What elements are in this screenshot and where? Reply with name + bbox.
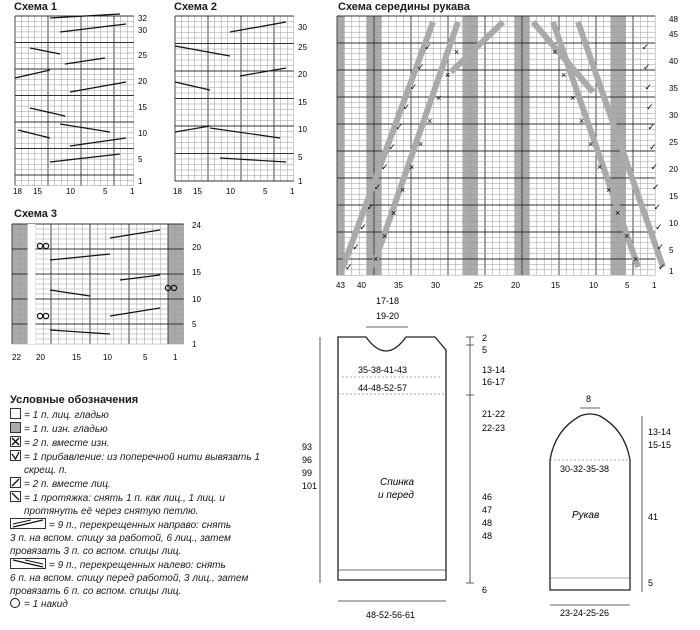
stitch-mark [50, 290, 90, 296]
legend-item-cont: провязать 3 п. со вспом. спицы лиц. [10, 546, 182, 557]
s1-row-label: 5 [138, 155, 143, 164]
height-3: 99 [302, 468, 313, 478]
stitch-mark: ✓ [647, 122, 656, 132]
stitch-mark: × [445, 70, 451, 80]
stitch-mark: ✓ [656, 242, 665, 252]
chest: 44-48-52-57 [358, 383, 408, 393]
stitch-mark [60, 24, 126, 32]
s2-row-label: 30 [298, 23, 307, 32]
stitch-mark: ✓ [352, 242, 360, 252]
lower-1: 46 [482, 492, 493, 502]
side-2: 22-23 [482, 423, 506, 433]
cable-right-icon [10, 518, 46, 529]
stitch-mark: ✓ [644, 82, 653, 92]
purl-stitch-icon [10, 422, 21, 433]
height-4: 101 [302, 481, 318, 491]
yarn-over-icon [10, 598, 20, 608]
legend-item: = 9 п., перекрещенных направо: снять [10, 518, 310, 532]
stitch-mark [70, 138, 126, 146]
sleeve-upper: 30-32-35-38 [560, 464, 610, 474]
increase-icon [10, 450, 21, 461]
stitch-mark: × [588, 139, 594, 149]
stitch-mark: ✓ [359, 222, 367, 232]
height-1: 93 [302, 442, 313, 452]
sl-row-label: 40 [669, 57, 678, 66]
stitch-mark: ✓ [388, 142, 396, 152]
s1-row-label: 20 [138, 77, 147, 86]
sleeve-bottom: 23-24-25-26 [560, 608, 610, 618]
stitch-mark: × [633, 254, 639, 264]
sl-row-label: 45 [669, 30, 678, 39]
stitch-mark: ✓ [381, 162, 389, 172]
stitch-mark: × [382, 231, 388, 241]
scheme-1-chart [10, 12, 160, 197]
sl-col-label: 1 [652, 281, 657, 290]
s1-col-label: 5 [103, 187, 108, 196]
legend-item: = 2 п. вместе изн. [10, 436, 310, 450]
stitch-mark: ✓ [424, 42, 432, 52]
bottom-width: 48-52-56-61 [366, 610, 416, 620]
stitch-mark: ✓ [395, 122, 403, 132]
scheme-3-chart [10, 220, 210, 365]
white-column [28, 224, 36, 344]
stitch-mark: ✓ [653, 202, 662, 212]
s3-col-label: 10 [103, 353, 112, 362]
sl-row-label: 20 [669, 165, 678, 174]
stitch-mark [18, 130, 50, 138]
knit-stitch-icon [10, 408, 21, 419]
purl-two-together-icon [10, 436, 21, 447]
stitch-mark: ✓ [417, 62, 425, 72]
sl-col-label: 30 [431, 281, 440, 290]
s3-row-label: 20 [192, 243, 201, 252]
legend-item-cont: протянуть её через снятую петлю. [24, 506, 199, 517]
sl-row-label: 30 [669, 111, 678, 120]
lower-4: 48 [482, 531, 493, 541]
s2-col-label: 10 [226, 187, 235, 196]
stitch-mark: × [454, 47, 460, 57]
stitch-mark: × [400, 185, 406, 195]
body-pattern [300, 295, 520, 630]
legend-item-cont: провязать 6 п. со вспом. спицы лиц. [10, 586, 182, 597]
sleeve-top: 8 [586, 394, 592, 404]
stitch-mark [175, 82, 210, 90]
stitch-mark: × [373, 254, 379, 264]
stitch-mark: ✓ [652, 182, 660, 192]
legend-item: = 1 накид [10, 598, 310, 611]
sl-row-label: 48 [669, 15, 678, 24]
stitch-mark [60, 124, 110, 132]
s3-col-label: 22 [12, 353, 21, 362]
legend-item: = 1 п. лиц. гладью [10, 408, 310, 422]
s2-row-label: 20 [298, 70, 307, 79]
stitch-mark [210, 128, 280, 138]
stitch-mark: ✓ [649, 142, 657, 152]
s1-col-label: 18 [13, 187, 22, 196]
stitch-mark: × [579, 116, 585, 126]
slip-stitch-icon [10, 491, 21, 502]
stitch-mark [175, 126, 210, 132]
sleeve-length: 41 [648, 512, 659, 522]
shoulder-1: 2 [482, 333, 488, 343]
sl-col-label: 10 [589, 281, 598, 290]
s2-row-label: 5 [298, 153, 303, 162]
scheme-3-title: Схема 3 [14, 208, 58, 220]
stitch-mark: × [427, 116, 433, 126]
sl-col-label: 43 [336, 281, 345, 290]
sleeve-scheme-chart [333, 12, 693, 292]
legend-item: = 2 п. вместе лиц. [10, 477, 310, 491]
s3-row-label: 10 [192, 295, 201, 304]
sl-row-label: 10 [669, 219, 678, 228]
sl-row-label: 15 [669, 192, 678, 201]
stitch-mark: ✓ [373, 182, 382, 192]
neck-top-2: 19-20 [376, 311, 400, 321]
stitch-mark: × [597, 162, 603, 172]
cable-left-icon [10, 558, 46, 569]
scheme-2-title: Схема 2 [174, 1, 218, 13]
stitch-mark: × [552, 47, 558, 57]
legend-title: Условные обозначения [10, 394, 139, 406]
side-1: 21-22 [482, 409, 506, 419]
s3-row-label: 24 [192, 221, 201, 230]
sleeve-label: Рукав [572, 510, 600, 521]
stitch-mark: ✓ [655, 222, 663, 232]
s3-row-label: 5 [192, 320, 197, 329]
body-label-1: Спинка [380, 477, 415, 488]
s2-row-label: 10 [298, 125, 307, 134]
chest-top: 35-38-41-43 [358, 365, 408, 375]
armhole-1: 13-14 [482, 365, 506, 375]
s2-col-label: 5 [263, 187, 268, 196]
scheme-1-title: Схема 1 [14, 1, 58, 13]
stitch-mark [240, 68, 286, 76]
s1-col-label: 15 [33, 187, 42, 196]
sl-col-label: 15 [551, 281, 560, 290]
stitch-mark: ✓ [366, 202, 375, 212]
s3-col-label: 15 [72, 353, 81, 362]
s2-col-label: 15 [193, 187, 202, 196]
stitch-mark: × [436, 93, 442, 103]
sl-row-label: 35 [669, 84, 678, 93]
s1-row-label: 25 [138, 51, 147, 60]
legend [10, 408, 313, 611]
lower-3: 48 [482, 518, 493, 528]
stitch-mark: × [561, 70, 567, 80]
s3-col-label: 20 [36, 353, 45, 362]
s3-row-label: 15 [192, 268, 201, 277]
legend-item-cont: 3 п. на вспом. спицу за работой, 6 лиц., затем [10, 533, 231, 544]
stitch-mark: × [606, 185, 612, 195]
lower-2: 47 [482, 505, 493, 515]
legend-item-cont: 6 п. на вспом. спицу перед работой, 3 лиц., затем [10, 573, 249, 584]
s1-col-label: 10 [66, 187, 75, 196]
legend-item: = 1 протяжка: снять 1 п. как лиц., 1 лиц. и [10, 491, 310, 505]
body-label-2: и перед [378, 490, 414, 501]
s3-col-label: 1 [173, 353, 178, 362]
stitch-mark [65, 58, 105, 64]
s2-row-label: 25 [298, 43, 307, 52]
s3-col-label: 5 [143, 353, 148, 362]
stitch-mark: ✓ [658, 262, 666, 272]
sl-row-label: 25 [669, 138, 678, 147]
s1-row-label: 32 [138, 14, 147, 23]
sleeve-scheme-title: Схема середины рукава [338, 1, 470, 13]
stitch-mark: ✓ [402, 102, 411, 112]
armhole-2: 16-17 [482, 377, 506, 387]
stitch-mark: × [418, 139, 424, 149]
stitch-mark: × [615, 208, 621, 218]
stitch-mark: × [409, 162, 415, 172]
scheme-2-chart [170, 12, 320, 197]
stitch-mark [15, 70, 50, 78]
sl-col-label: 20 [511, 281, 520, 290]
stitch-mark [50, 154, 120, 162]
s1-row-label: 1 [138, 177, 143, 186]
s2-col-label: 1 [290, 187, 295, 196]
knit-two-together-icon [10, 477, 21, 488]
s1-row-label: 30 [138, 26, 147, 35]
legend-item-cont: скрещ. п. [24, 465, 68, 476]
s2-row-label: 15 [298, 98, 307, 107]
stitch-mark: ✓ [643, 62, 651, 72]
height-2: 96 [302, 455, 313, 465]
stitch-mark [30, 108, 65, 116]
s2-col-label: 18 [173, 187, 182, 196]
sleeve-cuff: 5 [648, 578, 654, 588]
sl-col-label: 40 [357, 281, 366, 290]
sl-row-label: 5 [669, 246, 674, 255]
s3-row-label: 1 [192, 340, 197, 349]
stitch-mark: ✓ [646, 102, 654, 112]
sl-col-label: 25 [474, 281, 483, 290]
legend-item: = 9 п., перекрещенных налево: снять [10, 558, 310, 572]
stitch-mark: × [624, 231, 630, 241]
sl-col-label: 35 [394, 281, 403, 290]
shoulder-2: 5 [482, 345, 488, 355]
sleeve-cap-1: 13-14 [648, 427, 672, 437]
s2-row-label: 1 [298, 177, 303, 186]
stitch-mark: ✓ [641, 42, 650, 52]
stitch-mark: ✓ [345, 262, 353, 272]
legend-item: = 1 прибавление: из поперечной нити вывязать 1 [10, 450, 310, 464]
stitch-mark: × [570, 93, 576, 103]
neck-top-1: 17-18 [376, 296, 400, 306]
sleeve-cap-2: 15-15 [648, 440, 672, 450]
s1-row-label: 15 [138, 103, 147, 112]
sl-row-label: 1 [669, 267, 674, 276]
hem: 6 [482, 585, 488, 595]
stitch-mark [70, 82, 126, 92]
stitch-mark [220, 158, 286, 162]
s1-row-label: 10 [138, 129, 147, 138]
s1-col-label: 1 [130, 187, 135, 196]
stitch-mark: ✓ [650, 162, 659, 172]
stitch-mark: × [391, 208, 397, 218]
legend-item: = 1 п. изн. гладью [10, 422, 310, 436]
stitch-mark: ✓ [409, 82, 418, 92]
sleeve-pattern [530, 390, 700, 630]
sl-col-label: 5 [625, 281, 630, 290]
